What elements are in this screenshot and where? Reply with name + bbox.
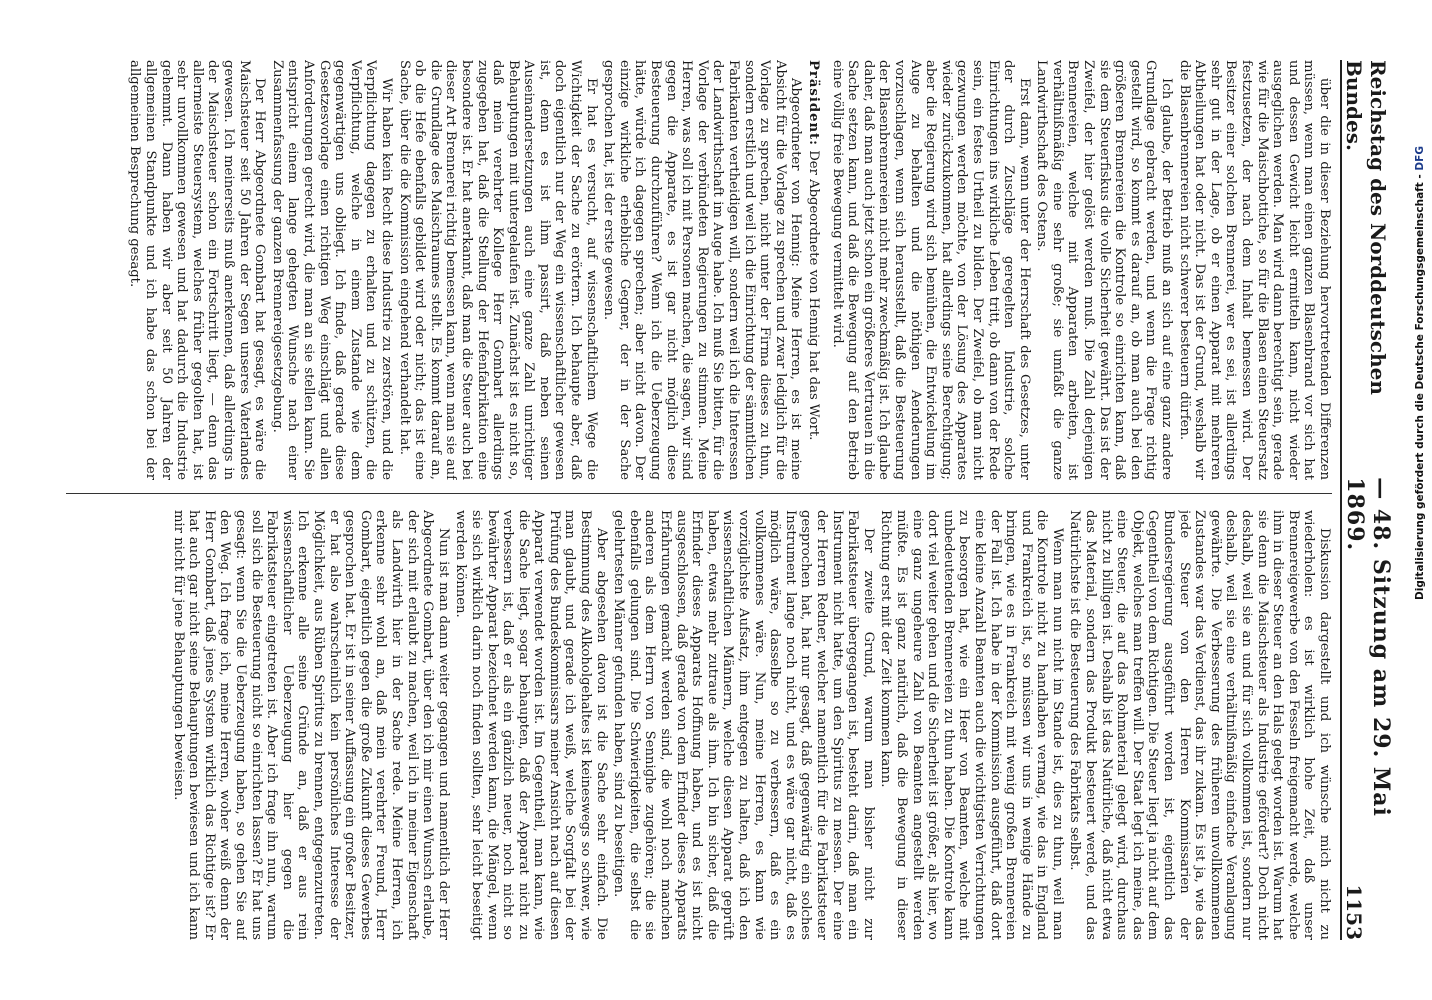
dfg-logo: DFG xyxy=(1414,146,1426,171)
paragraph: Er hat es versucht, auf wissenschaftlichem Wege die Wichtigkeit der Sache zu erörtern. Ich behaupte aber, daß doch eigentlich nur der Weg ein wissenschaftlicher gewesen ist, denn es ist ihm passirt, daß neben seinen Auseinandersetzungen auch eine ganze Zahl unrichtiger Behauptungen mit untergelaufen ist. Zunächst ist es nicht so, daß mein verehrter Kollege Herr Gombart allerdings zugegeben hat, daß die Stellung der Hefenfabrikation eine besondere ist. Er hat anerkannt, daß man die Steuer auch bei dieser Art Brennerei richtig bemessen kann, wenn man sie auf die Grundlage des Maischraumes stellt. Es kommt darauf an, ob die Hefe ebenfalls gebildet wird oder nicht; das ist eine Sache, über die die Kommission eingehend verhandelt hat. xyxy=(396,60,599,480)
right-column xyxy=(66,510,1332,940)
digitization-credit-text: Digitalisierung gefördert durch die Deutsche Forschungsgemeinschaft xyxy=(1414,182,1426,600)
speaker-intro-text: Der Abgeordnete von Hennig hat das Wort. xyxy=(806,150,821,441)
paragraph: Ich glaube, der Betrieb muß an sich auf eine ganz andere Grundlage gebracht werden, und wenn die Frage richtig gestellt wird, so kommt es darauf an, ob man auch bei den größeren Brennereien die Kontrole so einrichten kann, daß sie dem Steuerfiskus die volle Sicherheit gewährt. Das ist der Zweifel, der hier gelöst werden muß. Die Zahl derjenigen Brennereien, welche mit Apparaten arbeiten, ist verhältnißmäßig eine sehr große; sie umfaßt die ganze Landwirthschaft des Ostens. xyxy=(1034,60,1175,480)
header-session-title: — 48. Sitzung am 29. Mai 1869. xyxy=(1342,477,1394,817)
running-header xyxy=(1340,60,1394,940)
paragraph: Wenn man nun nicht im Stande ist, dies zu thun, weil man die Kontrole nicht zu handhaben vermag, wie das in England und Frankreich ist, so müssen wir uns in wenige Hände zu bringen, wie es in Frankreich mit wenig großen Brennereien der Fall ist. Ich habe in der Kommission ausgeführt, daß dort eine kleine Anzahl Beamten auch die wichtigsten Verrichtungen zu besorgen hat, wie ein Heer von Beamten, welche mit unbedeutenden Brennereien zu thun haben. Die Kontrole kann dort viel weiter gehen und die Sicherheit ist größer, als hier, wo eine ganz ungeheure Zahl von Beamten angestellt werden müßte. Es ist ganz natürlich, daß die Bewegung in dieser Richtung erst mit der Zeit kommen kann. xyxy=(878,510,1065,940)
header-left-title: Reichstag des Norddeutschen Bundes. xyxy=(1342,60,1390,395)
speaker-intro xyxy=(805,60,821,480)
paragraph: Diskussion dargestellt und ich wünsche mich nicht zu wiederholen: es ist wirklich hohe Zeit, daß unser Brennereigewerbe von den Fesseln freigemacht werde, welche ihm in dieser Steuer an den Hals gelegt worden ist. Warum hat sie denn die Maischsteuer als Industrie gefördert? Doch nicht deshalb, weil sie an und für sich vollkommen ist, sondern nur deshalb, weil sie eine verhältnißmäßig einfache Veranlagung gewährte. Die Verbesserung des früheren unvollkommenen Zustandes war das Verdienst, das ihr zukam. Es ist ja, wie das jede Steuer von den Herren Kommissarien der Bundesregierung ausgeführt worden ist, eigentlich das Gegentheil von dem Richtigen. Die Steuer liegt ja nicht auf dem Objekt, welches man treffen will. Der Staat legt ich meine, das eine Steuer, die auf das Rohmaterial gelegt wird, durchaus nicht zu billigen ist. Deshalb ist das Natürliche, daß nicht etwa das Material, sondern das Produkt besteuert werde, und das Natürlichste ist die Besteuerung des Fabrikats selbst. xyxy=(1067,510,1332,940)
paragraph: Nun ist man dann weiter gegangen und namentlich der Herr Abgeordnete Gombart, über den ich mir einen Wunsch erlaube, der sich mit erlaubt zu machen, weil ich in meiner Eigenschaft als Landwirth hier in der Sache rede. Meine Herren, ich erkenne sehr wohl an, daß mein verehrter Freund, Herr Gombart, eigentlich gegen die große Zukunft dieses Gewerbes gesprochen hat. Er ist in seiner Auffassung ein großer Besitzer, er hat also wahrscheinlich kein persönliches Interesse der Möglichkeit, aus Rüben Spiritus zu brennen, entgegenzutreten. Ich erkenne alle seine Gründe an, daß er aus rein wissenschaftlicher Ueberzeugung hier gegen die Fabrikatsteuer eingetreten ist. Aber ich frage ihn nun, warum soll sich die Besteuerung nicht so einrichten lassen? Er hat uns gesagt: wenn Sie die Ueberzeugung haben, so gehen Sie auf den Weg. Ich frage ich, meine Herren, woher weiß denn der Herr Gombart, daß jenes System wirklich das Richtige ist? Er hat auch gar nicht seine Behauptungen bewiesen und ich kann mir nicht für jene Behauptungen beweisen. xyxy=(170,510,451,940)
digitization-credit: Digitalisierung gefördert durch die Deutsche Forschungsgemeinschaft - DFG xyxy=(1414,146,1426,600)
page-number: 1153 xyxy=(1342,884,1366,940)
speaker-label: Präsident: xyxy=(806,60,821,147)
column-divider xyxy=(66,493,1332,494)
paragraph: Abgeordneter von Hennig: Meine Herren, es ist meine Absicht für die Vorlage zu sprechen und zwar lediglich für die Vorlage zu sprechen, nicht unter der Firma dieses zu thun, sondern erstlich und weil ich die Einrichtung der sämmtlichen Fabrikanten vertheidigen will, sondern weil ich die Interessen der Landwirthschaft im Auge habe. Ich muß Sie bitten, für die Vorlage der verbündeten Regierungen zu stimmen. Meine Herren, was soll ich mit Personen machen, die sagen, wir sind gegen die Apparate, es ist gar nicht möglich diese Besteuerung durchzuführen? Wenn ich die Ueberzeugung hätte, würde ich dagegen sprechen; aber nicht davon. Der einzige wirkliche erhebliche Gegner, der in der Sache gesprochen hat, ist der erste gewesen. xyxy=(601,60,804,480)
paragraph: Wir haben kein Recht diese Industrie zu zerstören, und die Verpflichtung dagegen zu erhalten und zu schützen, die Verpflichtung, welche in einem Zustande wie dem gegenwärtigen uns obliegt. Ich finde, daß gerade diese Gesetzesvorlage einen richtigen Weg einschlägt und allen Anforderungen gerecht wird, die man an sie stellen kann. Sie entspricht einem lange gehegten Wunsche nach einer Zusammenfassung der ganzen Brennereigesetzgebung. xyxy=(269,60,394,480)
paragraph: über die in dieser Beziehung hervortretenden Differenzen müssen, wenn man einen ganzen Blasenbrand vor sich hat und dessen Gewicht leicht ermitteln kann, nicht wieder ausgeglichen werden. Man wird dann berechtigt sein, gerade wie für die Maischbottiche, so für die Blasen einen Steuersatz festzusetzen, der nach dem Inhalt bemessen wird. Der Besitzer einer solchen Brennerei, wer es sei, ist allerdings sehr gut in der Lage, ob er einen Apparat mit mehreren Abtheilungen hat oder nicht. Das ist der Grund, weshalb wir die Blasenbrennereien nicht schwerer besteuern dürfen. xyxy=(1176,60,1332,480)
paragraph: Der Herr Abgeordnete Gombart hat gesagt, es wäre die Maischsteuer seit 50 Jahren der Segen unseres Vaterlandes gewesen. Ich meinerseits muß anerkennen, daß allerdings in der Maischsteuer schon ein Fortschritt liegt, — denn das allermeiste Steuersystem, welches früher gegolten hat, ist sehr unvollkommen gewesen und hat dadurch die Industrie gehemmt. Dann haben wir aber seit 50 Jahren der allgemeinen Standpunkte und ich habe das schon bei der allgemeinen Besprechung gesagt. xyxy=(127,60,268,480)
rotated-page-content xyxy=(36,20,1396,980)
paragraph: Erst dann, wenn unter der Herrschaft des Gesetzes, unter der durch Zuschläge geregelten Industrie, solche Einrichtungen ins wirkliche Leben tritt, ob dann von der Rede sein, ein festes Urtheil zu bilden. Der Zweifel, ob man nicht gezwungen werden möchte, von der Lösung des Apparates wieder zurückzukommen, hat allerdings seine Berechtigung; aber die Regierung wird sich bemühen, die Entwickelung im Auge zu behalten und die nöthigen Aenderungen vorzuschlagen, wenn sich herausstellt, daß die Besteuerung der Blasenbrennereien nicht mehr zweckmäßig ist. Ich glaube daher, daß man auch jetzt schon ein größeres Vertrauen in die Sache setzen kann, und daß die Bewegung auf den Betrieb eine völlig freie Bewegung vermittelt wird. xyxy=(829,60,1032,480)
left-column xyxy=(66,60,1332,480)
paragraph: Aber abgesehen davon ist die Sache sehr einfach. Die Bestimmung des Alkoholgehaltes ist keineswegs so schwer, wie man glaubt, und gerade ich weiß, welche Sorgfalt bei der Prüfung des Bundeskommissars meiner Ansicht nach auf diesen Apparat verwendet worden ist. Im Gegentheil, man kann, wie die Sache liegt, sogar behaupten, daß der Apparat nicht zu verbessern ist, daß er als ein gänzlich neuer, noch nicht so bewährter Apparat bezeichnet werden kann, die Mängel, wenn sie sich wirklich darin noch finden sollten, sehr leicht beseitigt werden können. xyxy=(453,510,609,940)
paragraph: Der zweite Grund, warum man bisher nicht zur Fabrikatsteuer übergegangen ist, besteht darin, daß man ein Instrument nicht hatte, um den Spiritus zu messen. Der eine der Herren Redner, welcher namentlich für die Fabrikatsteuer gesprochen hat, hat nur gesagt, daß gegenwärtig ein solches Instrument lange noch nicht, und es wäre gar nicht, daß es möglich wäre, dasselbe so zu verbessern, daß es ein vollkommenes wäre. Nun, meine Herren, es kann wie vorzüglichste Aufsatz, ihm entgegen zu halten, daß ich den wissenschaftlichen Männern, welche diesen Apparat geprüft haben, etwas mehr zutraue als ihm. Ich bin sicher, daß die Erfinder dieses Apparats Hoffnung haben, und es ist nicht ausgeschlossen, daß gerade von dem Erfinder dieses Apparats Erfahrungen gemacht werden sind, die wohl noch manchen anderen als dem Herrn von Sennighe zugehören; die sie ebenfalls gelungen sind. Die Schwierigkeiten, die selbst die gelehrtesten Männer gefunden haben, sind zu beseitigen. xyxy=(611,510,876,940)
